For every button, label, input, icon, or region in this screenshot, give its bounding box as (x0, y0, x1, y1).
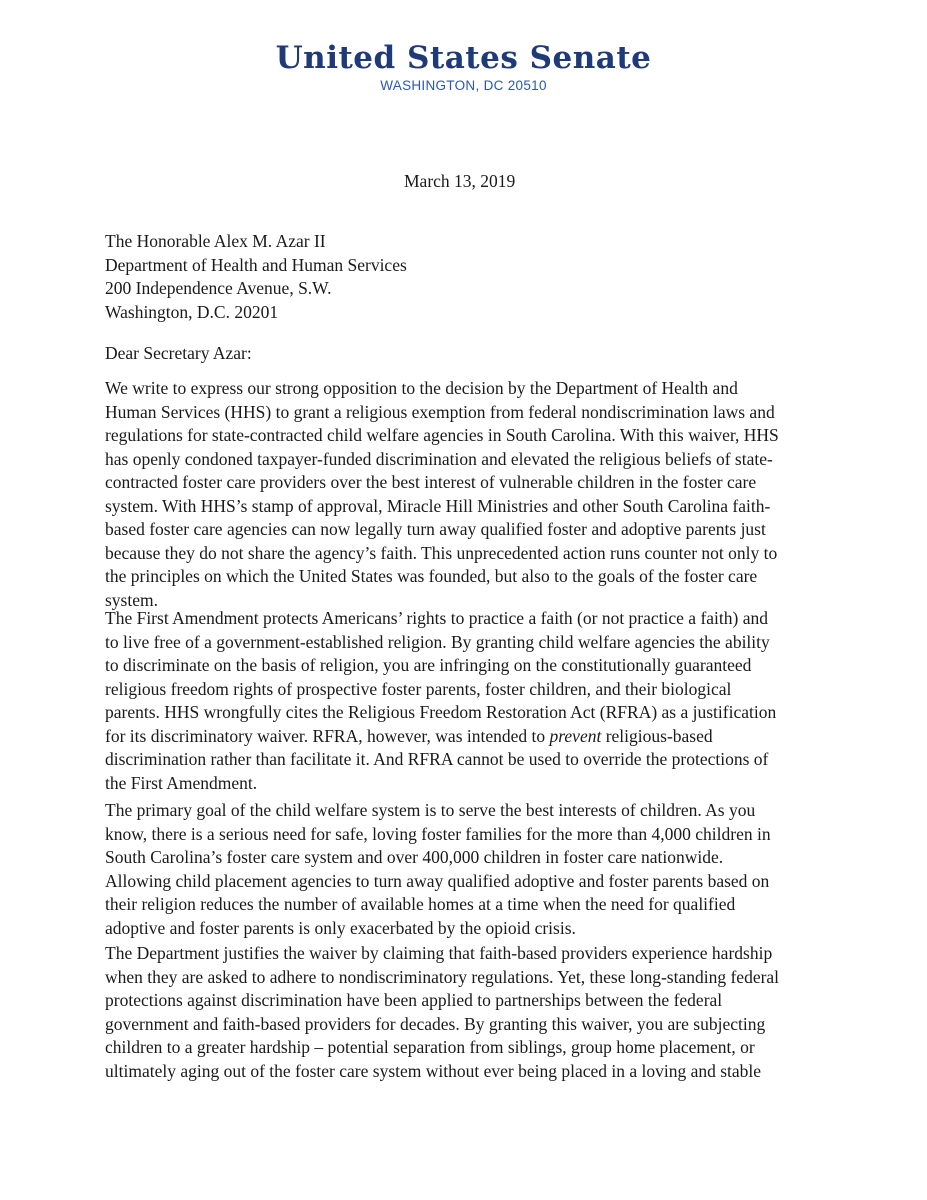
paragraph-line: contracted foster care providers over the best interest of vulnerable children in the foster care (105, 472, 757, 492)
paragraph-line: The primary goal of the child welfare system is to serve the best interests of children. As you (105, 800, 756, 820)
paragraph-line: Allowing child placement agencies to turn away qualified adoptive and foster parents based on (105, 870, 770, 891)
paragraph-line: religious freedom rights of prospective foster parents, foster children, and their biological (105, 678, 732, 699)
recipient-line: Department of Health and Human Services (105, 254, 407, 275)
recipient-line: Washington, D.C. 20201 (105, 301, 279, 322)
paragraph-line: know, there is a serious need for safe, loving foster families for the more than 4,000 children in (105, 823, 771, 844)
paragraph-line: to discriminate on the basis of religion, you are infringing on the constitutionally guaranteed (105, 655, 752, 675)
recipient-line: The Honorable Alex M. Azar II (105, 231, 326, 251)
letterhead (0, 40, 927, 93)
paragraph-line: has openly condoned taxpayer-funded discrimination and elevated the religious beliefs of state- (105, 448, 773, 469)
line-text: for its discriminatory waiver. RFRA, however, was intended to (105, 725, 546, 746)
paragraph-line: when they are asked to adhere to nondiscriminatory regulations. Yet, these long-standing federal (105, 966, 780, 987)
paragraph-line: adoptive and foster parents is only exacerbated by the opioid crisis. (105, 917, 576, 938)
paragraph-line: children to a greater hardship – potential separation from siblings, group home placement, or (105, 1037, 755, 1057)
paragraph-line: the principles on which the United States was founded, but also to the goals of the foster care (105, 566, 758, 586)
emphasis-word: prevent (549, 725, 602, 746)
body-paragraph-3 (105, 799, 825, 940)
paragraph-line: We write to express our strong opposition to the decision by the Department of Health and (105, 378, 738, 398)
paragraph-line: Human Services (HHS) to grant a religious exemption from federal nondiscrimination laws and (105, 401, 775, 422)
paragraph-line: because they do not share the agency’s faith. This unprecedented action runs counter not only to (105, 542, 778, 563)
recipient-address (105, 230, 805, 324)
paragraph-line: to live free of a government-established religion. By granting child welfare agencies the ability (105, 631, 770, 652)
letterhead-subtitle: WASHINGTON, DC 20510 (380, 78, 547, 93)
paragraph-line: parents. HHS wrongfully cites the Religious Freedom Restoration Act (RFRA) as a justification (105, 702, 777, 722)
paragraph-line: based foster care agencies can now legally turn away qualified foster and adoptive parents just (105, 519, 766, 539)
paragraph-line: regulations for state-contracted child welfare agencies in South Carolina. With this waiver, HHS (105, 425, 779, 445)
recipient-line: 200 Independence Avenue, S.W. (105, 278, 332, 298)
paragraph-line: South Carolina’s foster care system and over 400,000 children in foster care nationwide. (105, 847, 724, 867)
paragraph-line: ultimately aging out of the foster care system without ever being placed in a loving and stable (105, 1060, 762, 1081)
paragraph-line: system. (105, 589, 158, 610)
paragraph-line: the First Amendment. (105, 772, 258, 793)
paragraph-line-with-emphasis (105, 725, 825, 749)
letter-date: March 13, 2019 (404, 171, 516, 191)
body-paragraph-2 (105, 607, 825, 795)
paragraph-line: The Department justifies the waiver by claiming that faith-based providers experience hardship (105, 943, 773, 963)
paragraph-line: their religion reduces the number of available homes at a time when the need for qualified (105, 894, 736, 914)
paragraph-line: discrimination rather than facilitate it. And RFRA cannot be used to override the protections of (105, 749, 769, 769)
letterhead-title: United States Senate (275, 40, 652, 76)
body-paragraph-1 (105, 377, 825, 612)
line-text: religious-based (605, 725, 713, 746)
paragraph-line: The First Amendment protects Americans’ rights to practice a faith (or not practice a faith) and (105, 608, 768, 628)
salutation: Dear Secretary Azar: (105, 343, 252, 363)
body-paragraph-4 (105, 942, 825, 1083)
paragraph-line: system. With HHS’s stamp of approval, Miracle Hill Ministries and other South Carolina faith- (105, 495, 771, 516)
paragraph-line: protections against discrimination have been applied to partnerships between the federal (105, 990, 723, 1010)
paragraph-line: government and faith-based providers for decades. By granting this waiver, you are subjecting (105, 1013, 766, 1034)
